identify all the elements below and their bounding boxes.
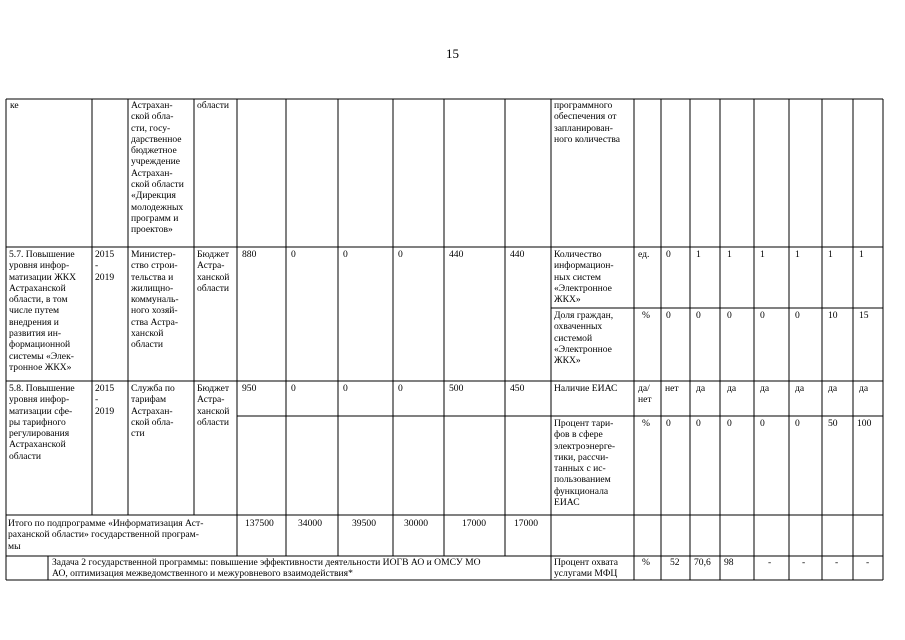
task-2-indicator: Процент охвата услугами МФЦ: [554, 557, 618, 580]
row-5-8-amount-2017: 0: [398, 383, 403, 394]
row-5-8-amount-2019: 450: [510, 383, 525, 394]
table-cell: 1: [859, 249, 864, 260]
table-cell: 0: [727, 418, 732, 429]
table-cell: 1: [696, 249, 701, 260]
table-cell: 98: [724, 557, 734, 568]
table-cell: -: [802, 557, 806, 568]
row-5-7-amount-2018: 440: [449, 249, 464, 260]
table-cell: 0: [696, 310, 701, 321]
table-cell: 0: [795, 418, 800, 429]
row-5-7-indicator-2-unit: %: [642, 310, 650, 321]
row-5-8-amount-2015: 0: [291, 383, 296, 394]
row-5-7-amount-2016: 0: [343, 249, 348, 260]
row-5-8-indicator-2: Процент тари- фов в сфере электроэнерге- тики, рассчи- танных с ис- пользованием функционала ЕИАС: [554, 418, 616, 509]
table-cell: да: [760, 383, 770, 394]
table-cell: да: [828, 383, 838, 394]
page-number: 15: [446, 46, 459, 61]
table-cell: 0: [795, 310, 800, 321]
task-2-text: Задача 2 государственной программы: повышение эффективности деятельности ИОГВ АО и ОМСУ МО АО, оптимизация межведомственного и межуровневого взаимодействия*: [52, 557, 481, 580]
row-5-7-indicator-1: Количество информацион- ных систем «Электронное ЖКХ»: [554, 249, 614, 306]
top-row-name-tail: ке: [10, 100, 19, 111]
table-cell: 100: [857, 418, 872, 429]
row-5-7-indicator-2: Доля граждан, охваченных системой «Электронное ЖКХ»: [554, 310, 614, 367]
row-5-7-source: Бюджет Астра- ханской области: [197, 249, 230, 294]
top-row-executor: Астрахан- ской обла- сти, госу- дарственное бюджетное учреждение Астрахан- ской области «Дирекция молодежных программ и проектов»: [131, 100, 184, 236]
table-cell: 0: [696, 418, 701, 429]
table-cell: -: [835, 557, 839, 568]
table-cell: -: [866, 557, 870, 568]
table-cell: 0: [727, 310, 732, 321]
row-5-7-amount-2015: 0: [291, 249, 296, 260]
total-amount: 137500: [245, 518, 274, 529]
table-cell: нет: [665, 383, 679, 394]
top-row-source: области: [197, 100, 230, 111]
table-cell: 50: [828, 418, 838, 429]
row-5-7-name: 5.7. Повышение уровня инфор- матизации ЖКХ Астраханской области, в том числе путем внедрения и развития ин- формационной системы «Элек- тронное ЖКХ»: [9, 249, 77, 373]
table-cell: 70,6: [694, 557, 711, 568]
table-cell: 1: [760, 249, 765, 260]
table-cell: 1: [795, 249, 800, 260]
row-5-8-indicator-1-unit: да/ нет: [638, 383, 652, 406]
table-cell: 10: [828, 310, 838, 321]
table-cell: да: [795, 383, 805, 394]
row-5-7-executor: Министер- ство строи- тельства и жилищно- коммуналь- ного хозяй- ства Астра- ханской области: [131, 249, 179, 351]
total-amount-2018: 17000: [462, 518, 486, 529]
table-cell: да: [696, 383, 706, 394]
table-cell: 1: [828, 249, 833, 260]
top-row-indicator: программного обеспечения от запланирован- ного количества: [554, 100, 621, 145]
total-amount-2019: 17000: [514, 518, 538, 529]
table-cell: 0: [760, 418, 765, 429]
row-5-7-indicator-1-unit: ед.: [638, 249, 650, 260]
table-cell: 0: [666, 418, 671, 429]
row-5-8-amount-2016: 0: [343, 383, 348, 394]
table-cell: -: [768, 557, 772, 568]
table-cell: да: [727, 383, 737, 394]
total-amount-2017: 30000: [404, 518, 428, 529]
row-5-8-indicator-1: Наличие ЕИАС: [554, 383, 618, 394]
total-amount-2015: 34000: [298, 518, 322, 529]
row-5-7-amount-total: 880: [242, 249, 257, 260]
row-5-7-amount-2017: 0: [398, 249, 403, 260]
row-5-8-executor: Служба по тарифам Астрахан- ской обла- сти: [131, 383, 175, 440]
total-amount-2016: 39500: [352, 518, 376, 529]
row-5-8-name: 5.8. Повышение уровня инфор- матизации сфе- ры тарифного регулирования Астраханской области: [9, 383, 75, 462]
row-5-8-amount-total: 950: [242, 383, 257, 394]
row-5-8-indicator-2-unit: %: [642, 418, 650, 429]
task-2-unit: %: [642, 557, 650, 568]
table-cell: да: [859, 383, 869, 394]
row-5-8-source: Бюджет Астра- ханской области: [197, 383, 230, 428]
table-cell: 52: [670, 557, 680, 568]
total-label: Итого по подпрограмме «Информатизация Аст- раханской области» государственной програм- мы: [8, 518, 204, 552]
table-cell: 15: [859, 310, 869, 321]
row-5-8-years: 2015 - 2019: [95, 383, 115, 417]
row-5-7-years: 2015 - 2019: [95, 249, 115, 283]
table-cell: 0: [760, 310, 765, 321]
table-cell: 1: [727, 249, 732, 260]
table-cell: 0: [666, 249, 671, 260]
table-cell: 0: [666, 310, 671, 321]
row-5-8-amount-2018: 500: [449, 383, 464, 394]
row-5-7-amount-2019: 440: [510, 249, 525, 260]
